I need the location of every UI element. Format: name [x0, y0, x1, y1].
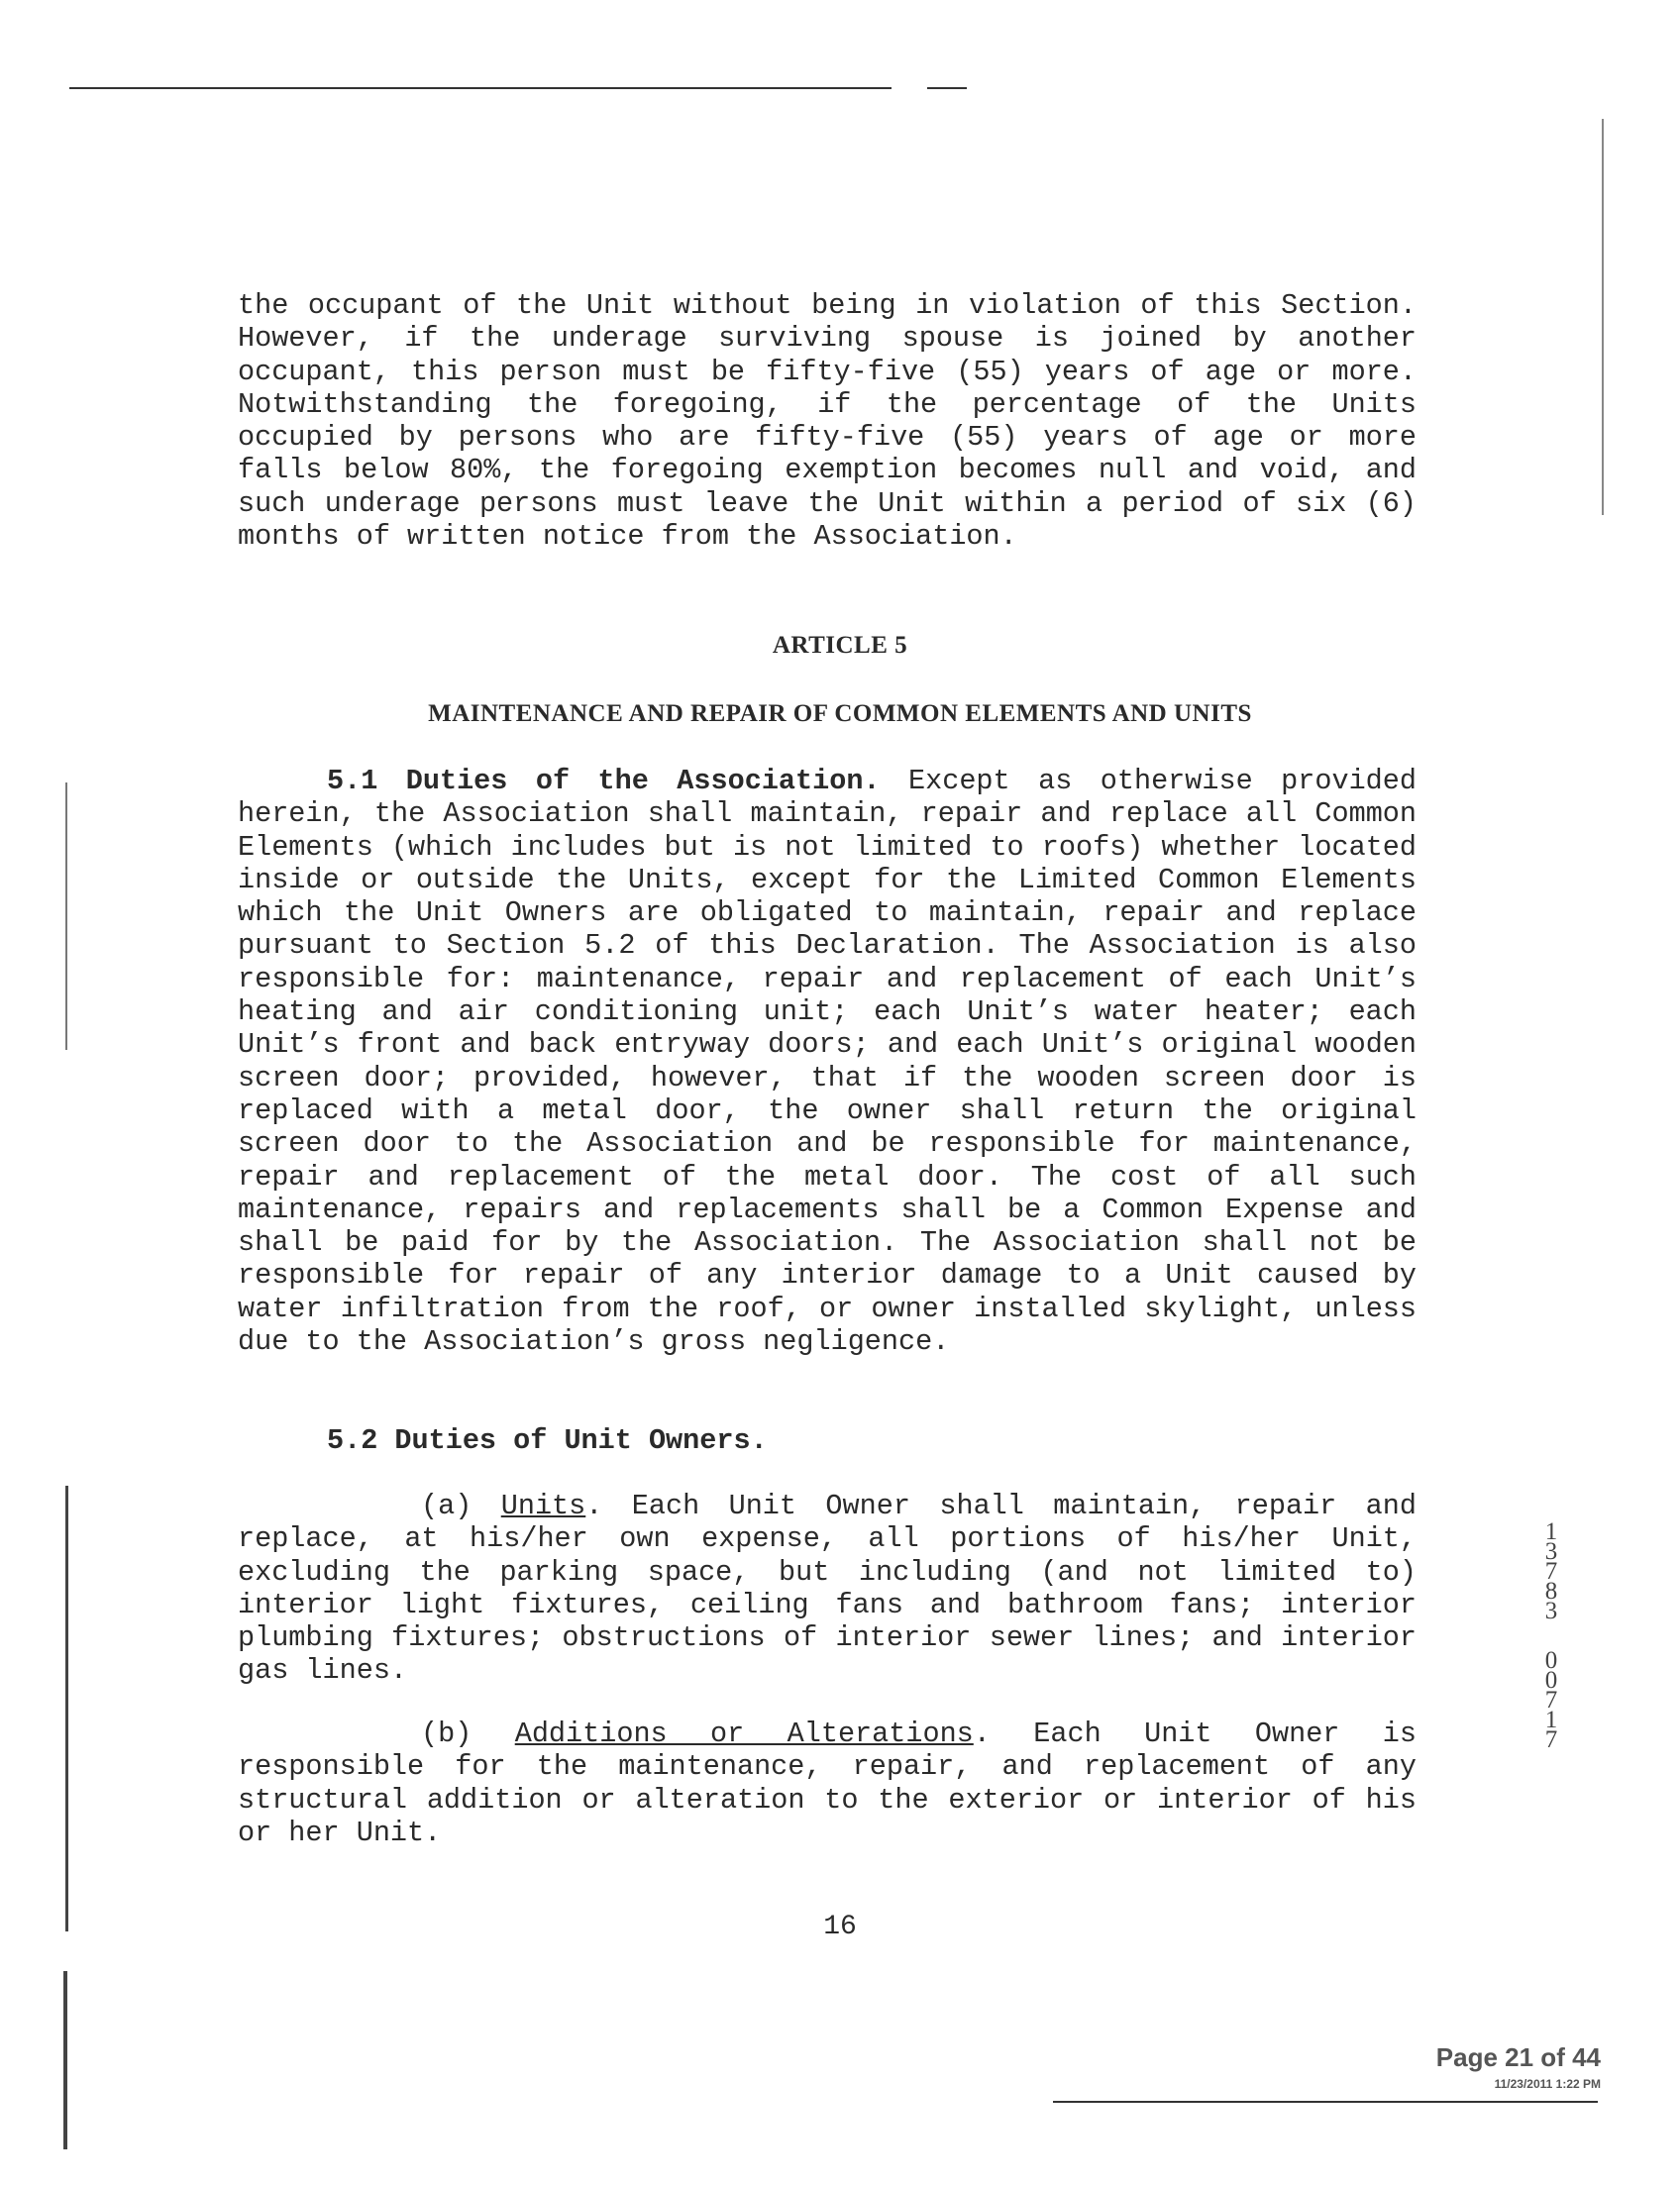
section-5-2-b: [238, 1718, 1417, 1849]
section-5-2-a: [238, 1490, 1417, 1688]
bates-digit: 7: [1544, 1687, 1558, 1714]
section-5-1-body: Except as otherwise provided herein, the Association shall maintain, repair and replace all Common Elements (which includes but is not limited to roofs) whether located inside or outside the Units, except for the Limited Common Elements which the Unit Owners are obligated to maintain, repair and replace pursuant to Section 5.2 of this Declaration. The Association is also responsible for: maintenance, repair and replacement of each Unit’s heating and air conditioning unit; each Unit’s water heater; each Unit’s front and back entryway doors; and each Unit’s original wooden screen door; provided, however, that if the wooden screen door is replaced with a metal door, the owner shall return the original screen door to the Association and be responsible for maintenance, repair and replacement of the metal door. The cost of all such maintenance, repairs and replacements shall be a Common Expense and shall be paid for by the Association. The Association shall not be responsible for repair of any interior damage to a Unit caused by water infiltration from the roof, or owner installed skylight, unless due to the Association’s gross negligence.: [238, 765, 1417, 1359]
section-5-2-heading-line: [238, 1424, 1417, 1457]
section-5-1-heading: 5.1 Duties of the Association.: [327, 765, 881, 797]
scan-edge-mark: [1602, 119, 1604, 515]
intro-paragraph: the occupant of the Unit without being in violation of this Section. However, if the underage surviving spouse is joined by another occupant, this person must be fifty-five (55) years of age or more. Notwithstanding the foregoing, if the percentage of the Units occupied by persons who are fifty-five (55) years of age or more falls below 80%, the foregoing exemption becomes null and void, and such underage persons must leave the Unit within a period of six (6) months of written notice from the Association.: [238, 289, 1417, 554]
item-a-label: (a): [421, 1490, 472, 1522]
article-number: ARTICLE 5: [772, 632, 908, 659]
item-a-title: Units: [500, 1490, 586, 1522]
stamp-datetime: 11/23/2011 1:22 PM: [1494, 2077, 1601, 2091]
bates-digit: 8: [1544, 1578, 1558, 1605]
bates-digit: 1: [1544, 1707, 1558, 1733]
bates-digit: 7: [1544, 1726, 1558, 1753]
page-number: 16: [823, 1912, 857, 1942]
item-a-body: . Each Unit Owner shall maintain, repair and replace, at his/her own expense, all portions of his/her Unit, excluding the parking space, but including (and not limited to) interior light fixtures, ceiling fans and bathroom fans; interior plumbing fixtures; obstructions of interior sewer lines; and interior gas lines.: [238, 1490, 1417, 1688]
stamp-page-count: Page 21 of 44: [1435, 2042, 1601, 2072]
top-rule: [69, 87, 892, 89]
section-5-2-heading: 5.2 Duties of Unit Owners.: [327, 1424, 768, 1457]
recording-stamp: [1436, 2042, 1601, 2091]
bates-digit: 0: [1544, 1667, 1558, 1694]
scan-edge-mark: [65, 782, 67, 1050]
item-b-label: (b): [421, 1718, 472, 1750]
scan-edge-mark: [65, 1486, 68, 1931]
top-rule-short: [927, 87, 967, 89]
item-b-body: . Each Unit Owner is responsible for the maintenance, repair, and replacement of any structural addition or alteration to the exterior or interior of his or her Unit.: [238, 1718, 1418, 1849]
item-b-title: Additions or Alterations: [514, 1718, 974, 1750]
bates-number: [1538, 1518, 1564, 1753]
bates-digit: 3: [1544, 1598, 1558, 1624]
article-title: MAINTENANCE AND REPAIR OF COMMON ELEMENTS AND UNITS: [428, 700, 1252, 727]
scan-edge-mark: [63, 1971, 67, 2149]
bates-digit: 0: [1544, 1647, 1558, 1674]
bates-digit: 1: [1544, 1518, 1558, 1545]
section-5-1: [238, 765, 1417, 1358]
bates-digit: 3: [1544, 1538, 1558, 1565]
bates-digit: 7: [1544, 1558, 1558, 1585]
stamp-underline: [1053, 2101, 1598, 2103]
